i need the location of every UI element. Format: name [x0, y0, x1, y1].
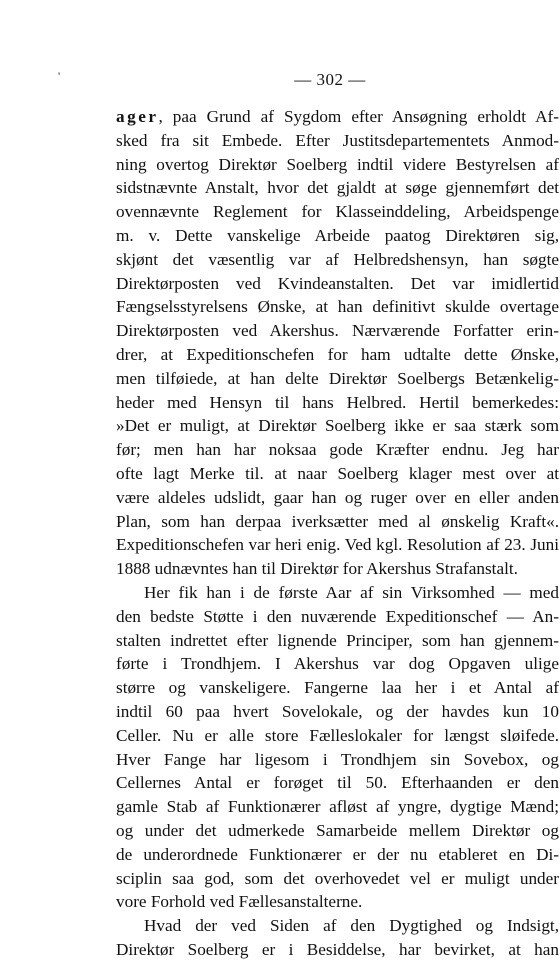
body-text — [116, 105, 559, 962]
line-text: , paa Grund af Sygdom efter Ansøgning erholdt Af- — [158, 107, 559, 126]
text-line: vore Forhold ved Fællesanstalterne. — [116, 892, 363, 912]
text-line: og under det udmerkede Samarbeide mellem Direktør og — [116, 820, 559, 840]
text-line: ofte lagt Merke til. at naar Soelberg klager mest over at — [116, 463, 559, 483]
text-line: »Det er muligt, at Direktør Soelberg ikke er saa stærk som — [116, 416, 559, 436]
text-line: Plan, som han derpaa iverksætter med al ønskelig Kraft«. — [116, 511, 559, 531]
text-line: Expeditionschefen var heri enig. Ved kgl. Resolution af 23. Juni — [116, 535, 559, 555]
text-line: sked fra sit Embede. Efter Justitsdepartementets Anmod- — [116, 130, 559, 150]
paragraph — [116, 914, 559, 962]
text-line: skjønt det væsentlig var af Helbredshensyn, han søgte — [116, 249, 559, 269]
text-line: stalten indrettet efter lignende Principer, som han gjennem- — [116, 630, 559, 650]
text-line: førte i Trondhjem. I Akershus var dog Opgaven ulige — [116, 654, 559, 674]
text-line: den bedste Støtte i den nuværende Expeditionschef — An- — [116, 606, 559, 626]
text-line: før; men han har noksaa gode Kræfter endnu. Jeg har — [116, 440, 559, 460]
text-line: drer, at Expeditionschefen for ham udtalte dette Ønske, — [116, 344, 559, 364]
text-line: Hver Fange har ligesom i Trondhjem sin Sovebox, og — [116, 749, 559, 769]
text-line: være aldeles udslidt, gaar han og ruger over en eller anden — [116, 487, 559, 507]
emphasized-word: ager — [116, 107, 159, 126]
page-speck: ' — [58, 69, 61, 83]
text-line: Direktørposten ved Akershus. Nærværende Forfatter erin- — [116, 321, 559, 341]
text-line: Hvad der ved Siden af den Dygtighed og Indsigt, — [144, 916, 559, 936]
text-line: m. v. Dette vanskelige Arbeide paatog Direktøren sig, — [116, 225, 559, 245]
text-line: 1888 udnævntes han til Direktør for Akershus Strafanstalt. — [116, 559, 518, 579]
text-line — [116, 105, 559, 129]
text-line: Her fik han i de første Aar af sin Virksomhed — med — [144, 582, 559, 602]
text-line: Fængselsstyrelsens Ønske, at han definitivt skulde overtage — [116, 297, 559, 317]
paragraph — [116, 581, 559, 914]
text-line: sciplin saa god, som det overhovedet vel er muligt under — [116, 868, 559, 888]
text-line: større og vanskeligere. Fangerne laa her i et Antal af — [116, 678, 559, 698]
text-line: Direktørposten ved Kvindeanstalten. Det var imidlertid — [116, 273, 559, 293]
text-line: ning overtog Direktør Soelberg indtil videre Bestyrelsen af — [116, 154, 559, 174]
text-line: heder med Hensyn til hans Helbred. Hertil bemerkedes: — [116, 392, 559, 412]
text-line: ovennævnte Reglement for Klasseinddeling, Arbeidspenge — [116, 202, 559, 222]
text-line: Direktør Soelberg er i Besiddelse, har bevirket, at han — [116, 939, 559, 959]
text-line: de underordnede Funktionærer er der nu etableret en Di- — [116, 844, 559, 864]
text-line: Celler. Nu er alle store Fælleslokaler for længst sløifede. — [116, 725, 559, 745]
text-line: Cellernes Antal er forøget til 50. Efterhaanden er den — [116, 773, 559, 793]
text-line: sidstnævnte Anstalt, hvor det gjaldt at søge gjennemført det — [116, 178, 559, 198]
text-line: gamle Stab af Funktionærer afløst af yngre, dygtige Mænd; — [116, 797, 559, 817]
text-line: indtil 60 paa hvert Sovelokale, og der havdes kun 10 — [116, 701, 559, 721]
text-line: men tilføiede, at han delte Direktør Soelbergs Betænkelig- — [116, 368, 559, 388]
page-number: — 302 — — [294, 70, 366, 89]
paragraph — [116, 105, 559, 581]
